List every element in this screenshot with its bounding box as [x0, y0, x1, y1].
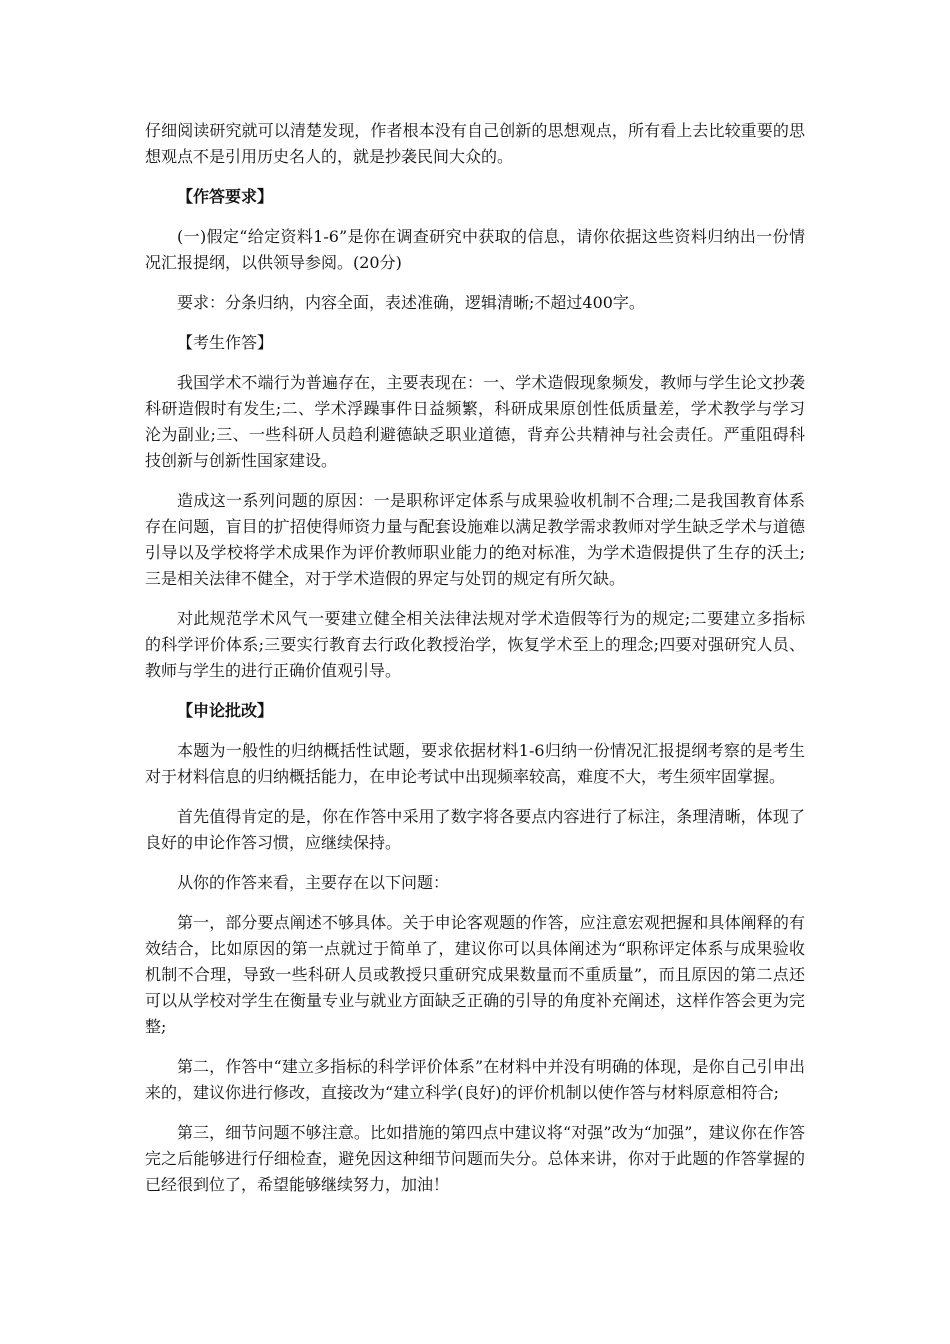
heading-candidate-answer: 【考生作答】	[177, 333, 274, 352]
paragraph-answer-2: 造成这一系列问题的原因：一是职称评定体系与成果验收机制不合理;二是我国教育体系存在问题，盲目的扩招使得师资力量与配套设施难以满足教学需求教师对学生缺乏学术与道德引导以及学校将学术成果作为评价教师职业能力的绝对标准，为学术造假提供了生存的沃土;三是相关法律不健全，对于学术造假的界定与处罚的规定有所欠缺。	[145, 491, 805, 588]
paragraph-review-2: 首先值得肯定的是，你在作答中采用了数字将各要点内容进行了标注，条理清晰，体现了良好的申论作答习惯，应继续保持。	[145, 807, 805, 852]
paragraph-review-1: 本题为一般性的归纳概括性试题，要求依据材料1-6归纳一份情况汇报提纲考察的是考生对于材料信息的归纳概括能力，在申论考试中出现频率较高，难度不大，考生须牢固掌握。	[145, 741, 805, 786]
document-body	[145, 118, 805, 1212]
paragraph-review-3: 从你的作答来看，主要存在以下问题：	[177, 873, 450, 892]
paragraph-review-4: 第一，部分要点阐述不够具体。关于申论客观题的作答，应注意宏观把握和具体阐释的有效结合，比如原因的第一点就过于简单了，建议你可以具体阐述为“职称评定体系与成果验收机制不合理，导致一些科研人员或教授只重研究成果数量而不重质量”，而且原因的第二点还可以从学校对学生在衡量专业与就业方面缺乏正确的引导的角度补充阐述，这样作答会更为完整;	[145, 913, 805, 1036]
heading-review: 【申论批改】	[177, 701, 274, 720]
paragraph-answer-3: 对此规范学术风气一要建立健全相关法律法规对学术造假等行为的规定;二要建立多指标的科学评价体系;三要实行教育去行政化教授治学，恢复学术至上的理念;四要对强研究人员、教师与学生的进行正确价值观引导。	[145, 609, 805, 680]
paragraph-intro: 仔细阅读研究就可以清楚发现，作者根本没有自己创新的思想观点，所有看上去比较重要的思想观点不是引用历史名人的，就是抄袭民间大众的。	[145, 121, 805, 166]
paragraph-requirements: 要求：分条归纳，内容全面，表述准确，逻辑清晰;不超过400字。	[177, 293, 645, 312]
paragraph-review-6: 第三，细节问题不够注意。比如措施的第四点中建议将“对强”改为“加强”，建议你在作答完之后能够进行仔细检查，避免因这种细节问题而失分。总体来讲，你对于此题的作答掌握的已经很到位了，希望能够继续努力，加油！	[145, 1123, 805, 1194]
paragraph-question: (一)假定“给定资料1-6”是你在调查研究中获取的信息，请你依据这些资料归纳出一份情况汇报提纲，以供领导参阅。(20分)	[145, 227, 805, 272]
heading-answer-requirements: 【作答要求】	[177, 187, 274, 206]
paragraph-answer-1: 我国学术不端行为普遍存在，主要表现在：一、学术造假现象频发，教师与学生论文抄袭科研造假时有发生;二、学术浮躁事件日益频繁，科研成果原创性低质量差，学术教学与学习沦为副业;三、一些科研人员趋利避德缺乏职业道德，背弃公共精神与社会责任。严重阻碍科技创新与创新性国家建设。	[145, 373, 805, 470]
paragraph-review-5: 第二，作答中“建立多指标的科学评价体系”在材料中并没有明确的体现，是你自己引申出来的，建议你进行修改，直接改为“建立科学(良好)的评价机制以使作答与材料原意相符合;	[145, 1057, 805, 1102]
